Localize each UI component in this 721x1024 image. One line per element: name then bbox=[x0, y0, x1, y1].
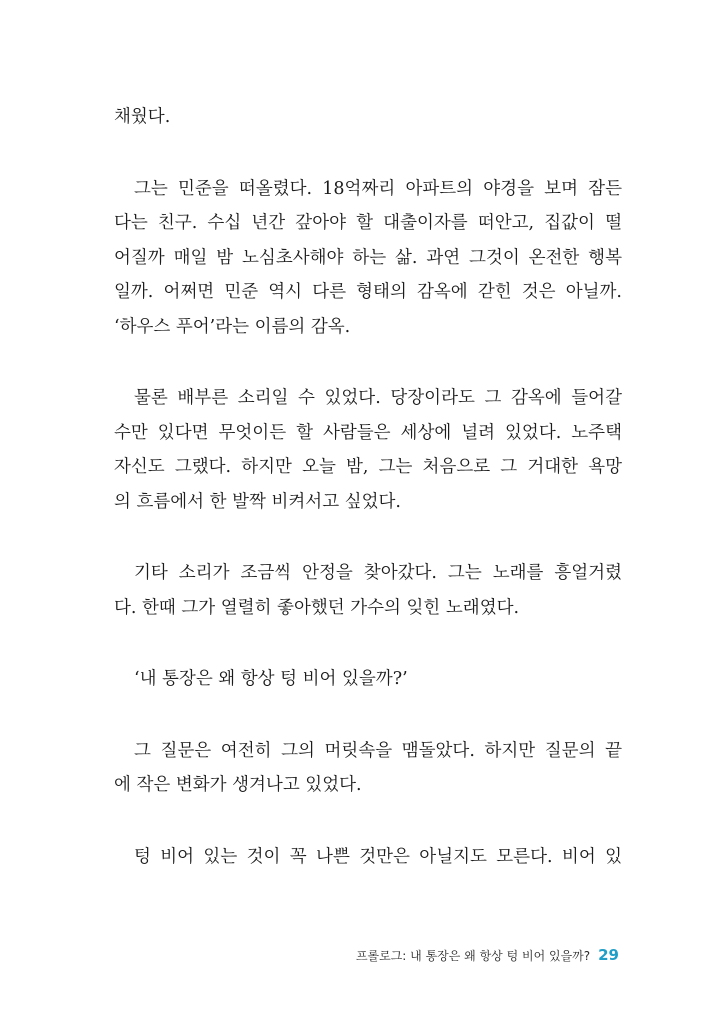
paragraph bbox=[114, 100, 622, 135]
text-line: 그는 민준을 떠올렸다. 18억짜리 아파트의 야경을 보며 잠든 bbox=[134, 178, 622, 199]
text-line: ‘내 통장은 왜 항상 텅 비어 있을까?’ bbox=[134, 669, 408, 689]
text-line: 어질까 매일 밤 노심초사해야 하는 삶. 과연 그것이 온전한 행복 bbox=[114, 247, 622, 268]
text-line: 일까. 어쩌면 민준 역시 다른 형태의 감옥에 갇힌 것은 아닐까. bbox=[114, 282, 622, 302]
text-line: 물론 배부른 소리일 수 있었다. 당장이라도 그 감옥에 들어갈 bbox=[134, 388, 622, 408]
body-text bbox=[114, 100, 622, 874]
text-line: 그 질문은 여전히 그의 머릿속을 맴돌았다. 하지만 질문의 끝 bbox=[134, 740, 622, 761]
text-line: 수만 있다면 무엇이든 할 사람들은 세상에 널려 있었다. 노주택 bbox=[114, 422, 622, 443]
text-line: 텅 비어 있는 것이 꼭 나쁜 것만은 아닐지도 모른다. 비어 있 bbox=[134, 846, 622, 867]
paragraph bbox=[114, 840, 622, 875]
paragraph bbox=[114, 172, 622, 345]
paragraph bbox=[114, 556, 622, 625]
running-title: 프롤로그: 내 통장은 왜 항상 텅 비어 있을까? bbox=[355, 949, 591, 963]
text-line: 에 작은 변화가 생겨나고 있었다. bbox=[114, 775, 362, 795]
text-line: 다. 한때 그가 열렬히 좋아했던 가수의 잊힌 노래였다. bbox=[114, 597, 520, 618]
text-line: 자신도 그랬다. 하지만 오늘 밤, 그는 처음으로 그 거대한 욕망 bbox=[114, 457, 622, 477]
text-line: 다는 친구. 수십 년간 갚아야 할 대출이자를 떠안고, 집값이 떨 bbox=[114, 213, 622, 233]
paragraph bbox=[114, 381, 622, 519]
text-line: 채웠다. bbox=[114, 107, 171, 127]
text-line: 의 흐름에서 한 발짝 비켜서고 싶었다. bbox=[114, 491, 401, 512]
paragraph bbox=[114, 662, 622, 697]
paragraph bbox=[114, 734, 622, 803]
page-number: 29 bbox=[598, 946, 619, 964]
text-line: 기타 소리가 조금씩 안정을 찾아갔다. 그는 노래를 흥얼거렸 bbox=[134, 563, 622, 583]
text-line: ‘하우스 푸어’라는 이름의 감옥. bbox=[114, 316, 351, 337]
page-footer bbox=[356, 946, 619, 964]
